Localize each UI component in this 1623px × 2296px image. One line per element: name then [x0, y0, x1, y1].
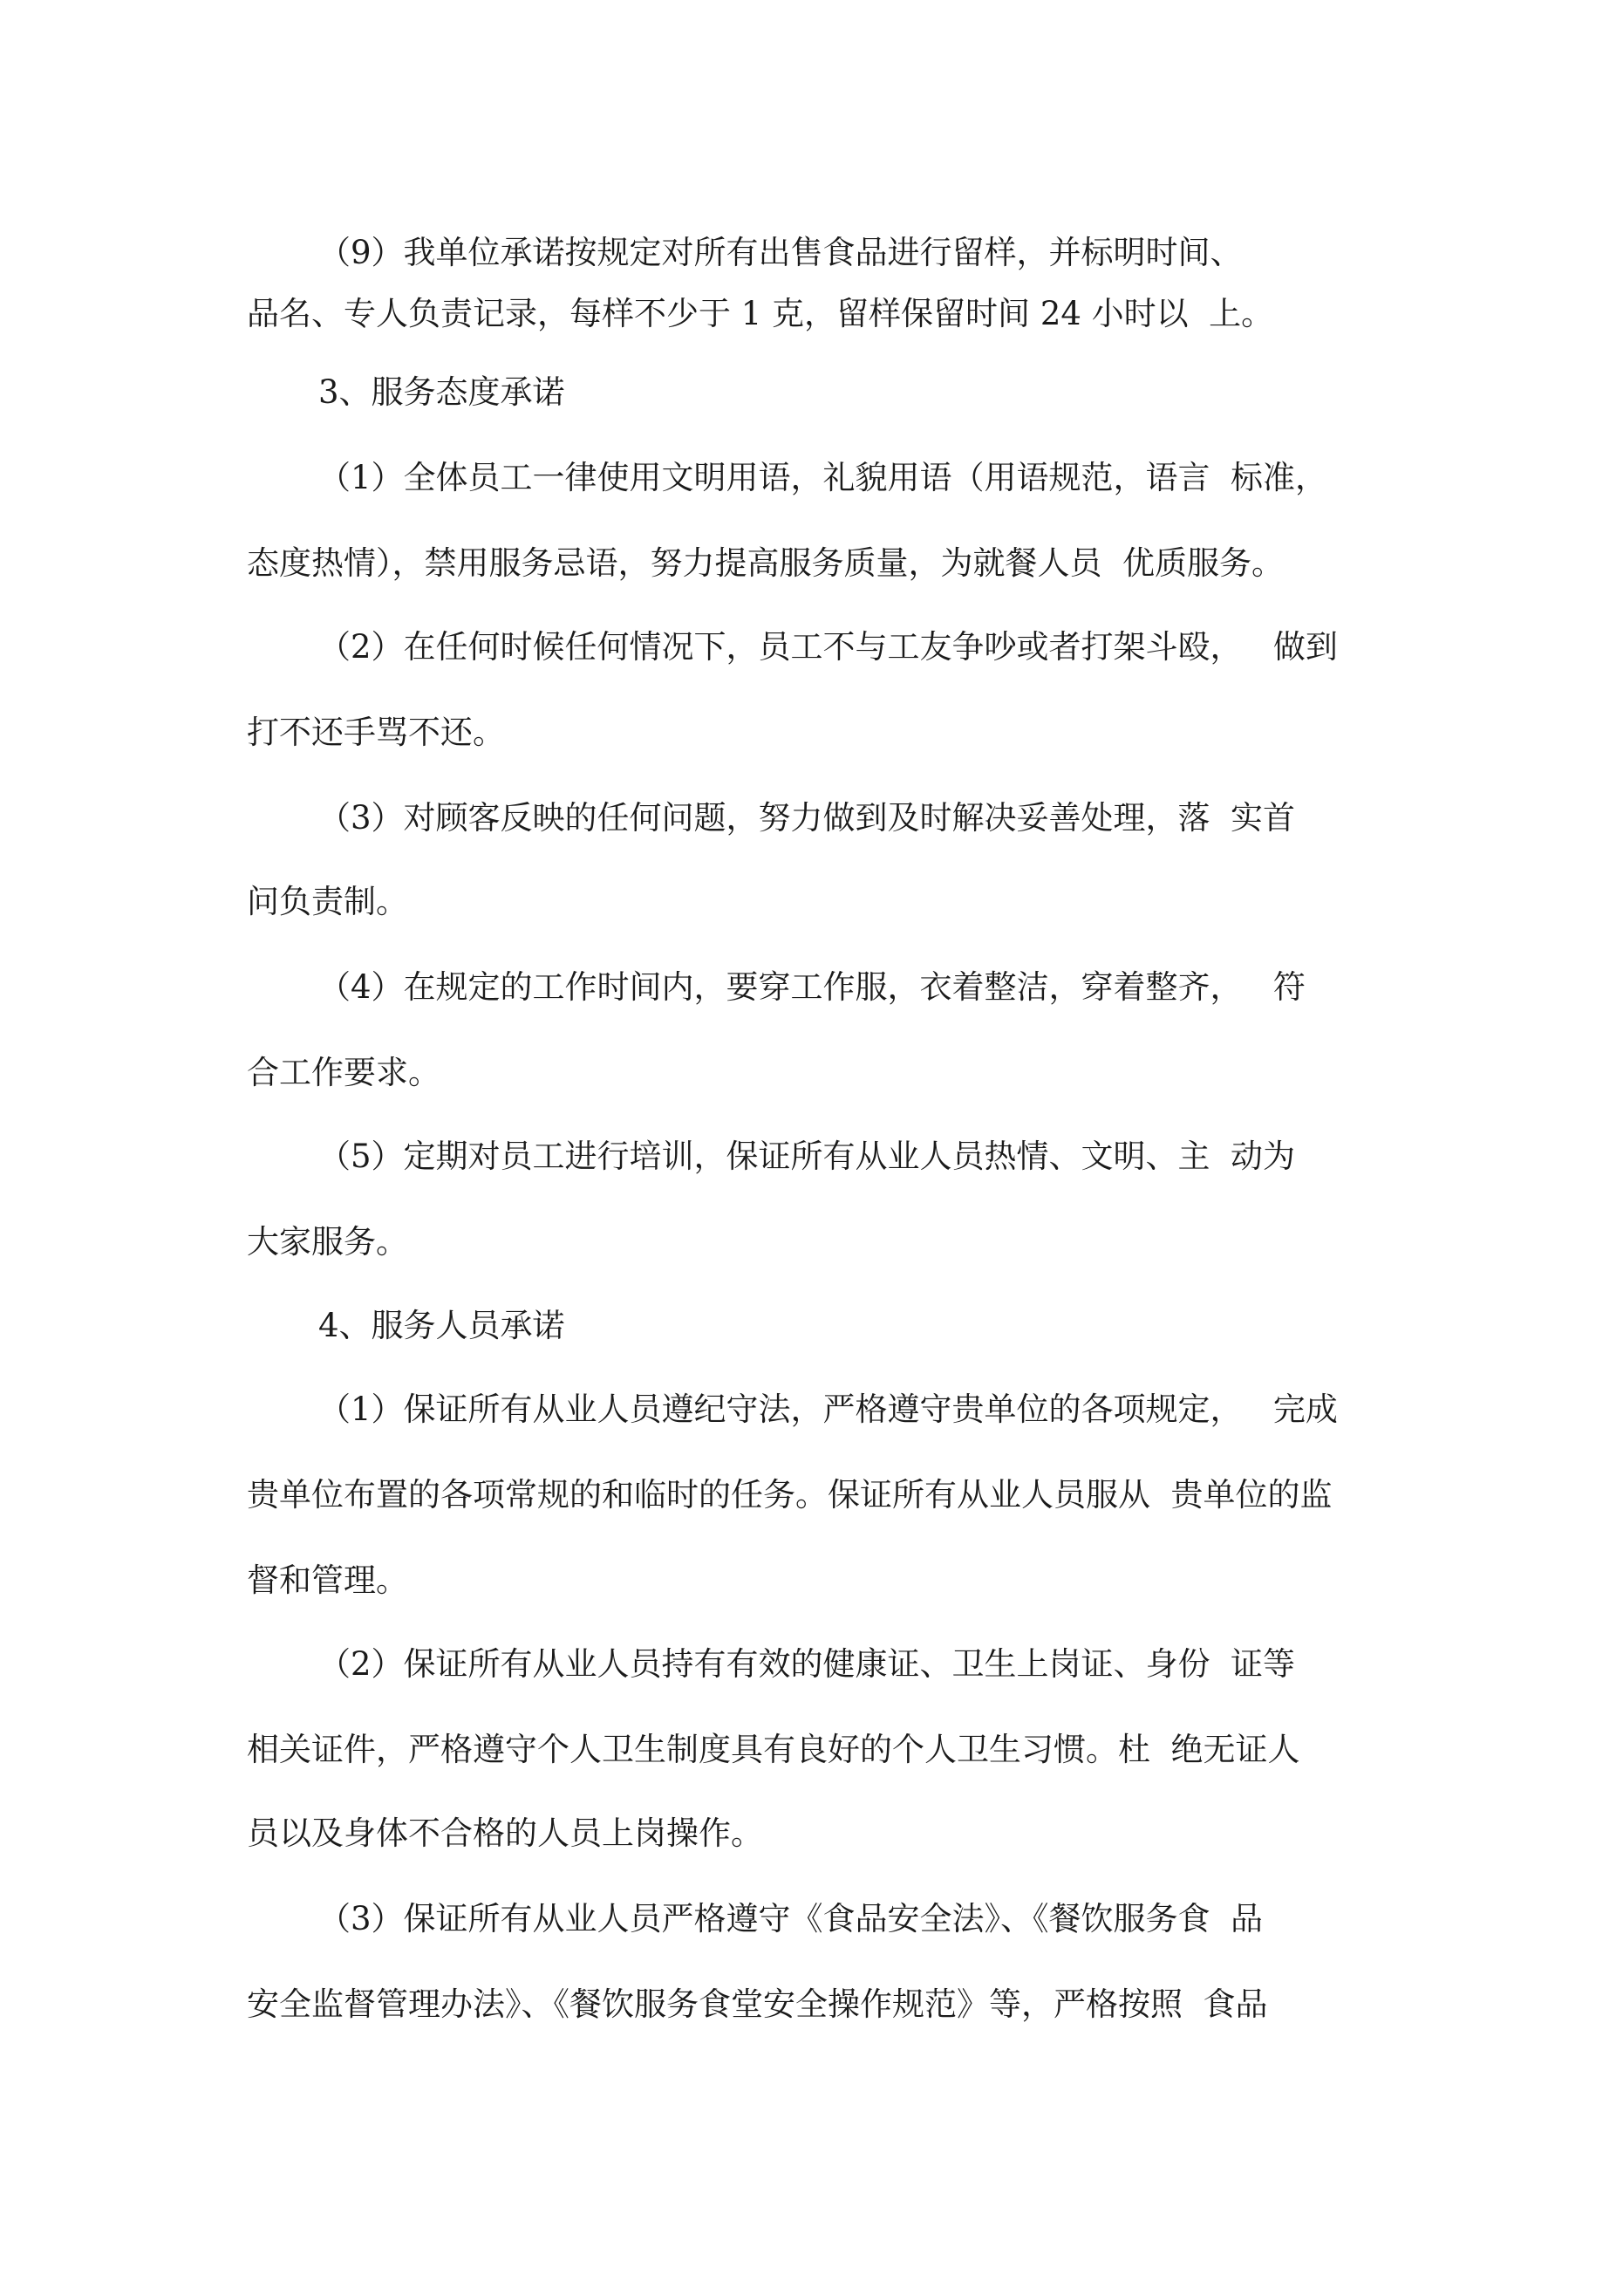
- section-3-item-2-line-2: 打不还手骂不还。: [247, 714, 505, 751]
- section-3-item-2-line-1: （2）在任何时候任何情况下，员工不与工友争吵或者打架斗殴， 做到: [318, 628, 1338, 666]
- section-3-heading: 3、服务态度承诺: [318, 373, 565, 411]
- section-3-item-4-line-2: 合工作要求。: [247, 1054, 440, 1091]
- item-9-line-1: （9）我单位承诺按规定对所有出售食品进行留样，并标明时间、: [318, 234, 1243, 271]
- section-4-item-1-line-3: 督和管理。: [247, 1561, 408, 1599]
- section-4-item-3-line-2: 安全监督管理办法》、《餐饮服务食堂安全操作规范》等，严格按照 食品: [247, 1985, 1268, 2023]
- section-4-item-1-line-1: （1）保证所有从业人员遵纪守法，严格遵守贵单位的各项规定， 完成: [318, 1391, 1338, 1428]
- item-9-line-2: 品名、专人负责记录，每样不少于 1 克，留样保留时间 24 小时以 上。: [247, 295, 1274, 332]
- section-3-item-5-line-2: 大家服务。: [247, 1223, 408, 1261]
- section-4-item-2-line-3: 员以及身体不合格的人员上岗操作。: [247, 1814, 763, 1852]
- section-3-item-3-line-1: （3）对顾客反映的任何问题，努力做到及时解决妥善处理，落 实首: [318, 799, 1296, 837]
- section-4-item-1-line-2: 贵单位布置的各项常规的和临时的任务。保证所有从业人员服从 贵单位的监: [247, 1476, 1333, 1514]
- section-3-item-1-line-1: （1）全体员工一律使用文明用语，礼貌用语（用语规范，语言 标准，: [318, 459, 1328, 496]
- section-3-item-3-line-2: 问负责制。: [247, 883, 408, 920]
- section-4-item-2-line-2: 相关证件，严格遵守个人卫生制度具有良好的个人卫生习惯。杜 绝无证人: [247, 1731, 1300, 1768]
- section-3-item-4-line-1: （4）在规定的工作时间内，要穿工作服，衣着整洁，穿着整齐， 符: [318, 968, 1306, 1006]
- section-4-item-2-line-1: （2）保证所有从业人员持有有效的健康证、卫生上岗证、身份 证等: [318, 1645, 1296, 1683]
- section-3-item-5-line-1: （5）定期对员工进行培训，保证所有从业人员热情、文明、主 动为: [318, 1138, 1296, 1175]
- section-3-item-1-line-2: 态度热情），禁用服务忌语，努力提高服务质量，为就餐人员 优质服务。: [247, 544, 1285, 582]
- section-4-heading: 4、服务人员承诺: [318, 1307, 565, 1344]
- section-4-item-3-line-1: （3）保证所有从业人员严格遵守《食品安全法》、《餐饮服务食 品: [318, 1900, 1264, 1937]
